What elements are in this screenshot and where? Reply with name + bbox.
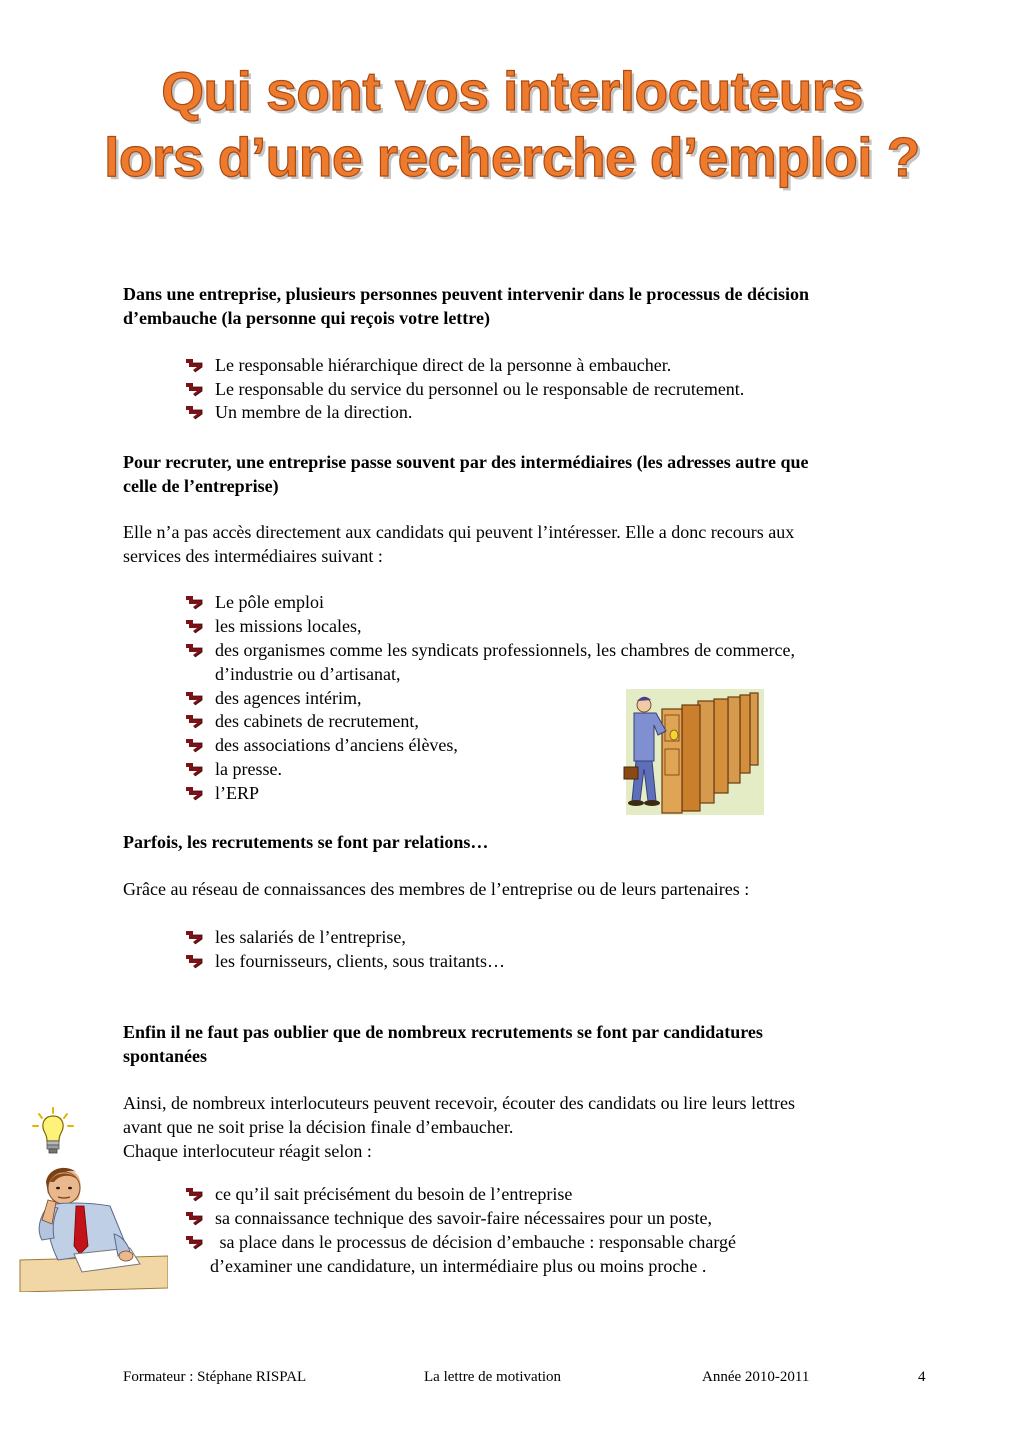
arrow-bullet-icon [185, 691, 203, 706]
arrow-bullet-icon [185, 405, 203, 420]
arrow-bullet-icon [185, 1235, 203, 1250]
section4-paragraph-line3: Chaque interlocuteur réagit selon : [123, 1141, 372, 1161]
list-item-text: les salariés de l’entreprise, [215, 927, 406, 947]
list-item-text: sa place dans le processus de décision d’embauche : responsable chargé [215, 1232, 736, 1252]
arrow-bullet-icon [185, 358, 203, 373]
list-item-text: Un membre de la direction. [215, 402, 413, 422]
arrow-bullet-icon [185, 382, 203, 397]
section2-heading-line1: Pour recruter, une entreprise passe souvent par des intermédiaires (les adresses autre que [123, 452, 809, 472]
footer-page-number: 4 [918, 1369, 926, 1385]
list-item-text: Le pôle emploi [215, 592, 324, 612]
section2-paragraph-line1: Elle n’a pas accès directement aux candidats qui peuvent l’intéresser. Elle a donc recours aux [123, 522, 795, 542]
list-item-text: les missions locales, [215, 616, 362, 636]
arrow-bullet-icon [185, 619, 203, 634]
list-item-text: des agences intérim, [215, 688, 362, 708]
section2-heading-line2: celle de l’entreprise) [123, 476, 279, 496]
arrow-bullet-icon [185, 714, 203, 729]
arrow-bullet-icon [185, 738, 203, 753]
section4-heading-line2: spontanées [123, 1046, 208, 1066]
arrow-bullet-icon [185, 954, 203, 969]
arrow-bullet-icon [185, 643, 203, 658]
arrow-bullet-icon [185, 786, 203, 801]
arrow-bullet-icon [185, 1211, 203, 1226]
doors-clipart [622, 683, 768, 819]
thinking-man-clipart [18, 1160, 168, 1292]
title-line-2: lors d’une recherche d’emploi ? [104, 126, 920, 188]
footer-subject: La lettre de motivation [424, 1369, 562, 1385]
section3-paragraph: Grâce au réseau de connaissances des membres de l’entreprise ou de leurs partenaires : [123, 879, 750, 899]
list-item-text: des associations d’anciens élèves, [215, 735, 458, 755]
arrow-bullet-icon [185, 1187, 203, 1202]
list-item-text: l’ERP [215, 783, 260, 803]
list-item-text: sa connaissance technique des savoir-faire nécessaires pour un poste, [215, 1208, 712, 1228]
footer-year: Année 2010-2011 [702, 1369, 810, 1385]
section1-heading-line2: d’embauche (la personne qui reçois votre lettre) [123, 308, 490, 328]
section4-paragraph-line2: avant que ne soit prise la décision finale d’embaucher. [123, 1117, 514, 1137]
list-item-text: Le responsable hiérarchique direct de la personne à embaucher. [215, 355, 672, 375]
lightbulb-icon [30, 1106, 76, 1156]
list-item-continuation: d’examiner une candidature, un intermédiaire plus ou moins proche . [210, 1256, 707, 1276]
section4-heading-line1: Enfin il ne faut pas oublier que de nombreux recrutements se font par candidatures [123, 1022, 763, 1042]
section3-heading: Parfois, les recrutements se font par relations… [123, 832, 489, 852]
list-item-text: des cabinets de recrutement, [215, 711, 419, 731]
arrow-bullet-icon [185, 930, 203, 945]
footer-trainer: Formateur : Stéphane RISPAL [123, 1369, 307, 1385]
list-item-text: les fournisseurs, clients, sous traitants… [215, 951, 505, 971]
section1-heading-line1: Dans une entreprise, plusieurs personnes peuvent intervenir dans le processus de décision [123, 284, 810, 304]
list-item-continuation: d’industrie ou d’artisanat, [215, 664, 401, 684]
list-item-text: la presse. [215, 759, 282, 779]
page-title [0, 58, 1024, 190]
list-item-text: ce qu’il sait précisément du besoin de l’entreprise [215, 1184, 573, 1204]
section2-paragraph-line2: services des intermédiaires suivant : [123, 546, 383, 566]
list-item-text: des organismes comme les syndicats professionnels, les chambres de commerce, [215, 640, 796, 660]
arrow-bullet-icon [185, 595, 203, 610]
title-line-1: Qui sont vos interlocuteurs [161, 60, 863, 122]
section4-paragraph-line1: Ainsi, de nombreux interlocuteurs peuvent recevoir, écouter des candidats ou lire leurs lettres [123, 1093, 796, 1113]
list-item-text: Le responsable du service du personnel ou le responsable de recrutement. [215, 379, 745, 399]
arrow-bullet-icon [185, 762, 203, 777]
